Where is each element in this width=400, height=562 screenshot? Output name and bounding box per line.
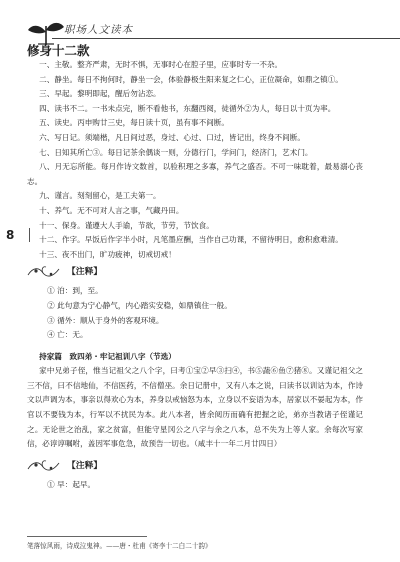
rule-item: 十一、保身。谨遵大人手谕，节欲，节劳，节饮食。 <box>39 220 214 230</box>
main-text <box>27 58 363 492</box>
letter-body: 家中兄弟子侄，惟当记祖父之八个字，曰考①宝②早③扫④，书⑤蔬⑥鱼⑦猪⑧。又谨记祖父之三不信，曰不信地仙，不信医药，不信僧巫。余日记册中，又有八本之说，曰读书以训诂为本，作诗文以声调为本，事亲以得欢心为本，养身以戒恼怒为本，立身以不妄语为本，居家以不晏起为本，作官以不要钱为本，行军以不扰民为本。此八本者，皆余阅历而确有把握之论，弟亦当教诸子侄谨记之。无论世之治乱，家之贫富，但能守星冈公之八字与余之八本，总不失为上等人家。余每次写家信，必谆谆嘱咐，盖因军事危急，故预告一切也。（咸丰十一年二月廿四日） <box>27 366 363 449</box>
floral-ornament-icon <box>27 265 61 279</box>
notes-title: 【注释】 <box>67 460 103 471</box>
notes-heading <box>27 264 363 280</box>
note-item: ③ 循外：顺从于身外的客观环境。 <box>47 315 164 325</box>
rule-item: 八、月无忘所能。每月作诗文数首，以验积理之多寡，养气之盛否。不可一味耽着，最易溺心丧志。 <box>27 162 363 186</box>
header-series-title: 职场人文读本 <box>64 24 133 36</box>
letter-title: 持家篇 致四弟・牢记祖训八字（节选） <box>39 351 176 361</box>
rule-item: 七、日知其所亡③。每日记茶余偶谈一则，分德行门，学问门，经济门，艺术门。 <box>39 147 313 157</box>
rule-item: 一、主敬。整齐严肃，无时不惧，无事时心在腔子里，应事时专一不杂。 <box>39 60 283 69</box>
floral-ornament-icon <box>27 459 61 473</box>
rule-item: 十三、夜不出门，旷功疲神，切戒切戒！ <box>39 249 176 259</box>
notes-heading <box>27 458 363 474</box>
section-title: 修身十二款 <box>27 43 90 58</box>
rule-item: 四、读书不二。一书未点完，断不看他书，东翻西阅，徒循外②为人，每日以十页为率。 <box>39 103 336 113</box>
notes-title: 【注释】 <box>67 267 103 278</box>
note-item: ② 此句意为宁心静气，内心踏实安稳，如鼎镇住一般。 <box>47 300 232 310</box>
footnote-quote: 笔落惊风雨，诗成泣鬼神。——唐・杜甫《寄李十二白二十韵》 <box>27 542 212 550</box>
page-number: 8 <box>0 228 30 242</box>
header-rule <box>52 38 400 39</box>
rule-item: 九、谨言。刻刻留心，是工夫第一。 <box>39 191 161 201</box>
note-item: ④ 亡：无。 <box>47 330 88 340</box>
rule-item: 十二、作字。早饭后作字半小时，凡笔墨应酬，当作自己功课，不留待明日，愈积愈难清。 <box>39 235 343 245</box>
rule-item: 二、静坐。每日不拘何时，静坐一会，体验静极生阳来复之仁心，正位凝命，如鼎之镇①。 <box>39 74 343 84</box>
rule-item: 三、早起。黎明即起，醒后勿沾恋。 <box>39 89 161 99</box>
rule-item: 十、养气。无不可对人言之事，气藏丹田。 <box>39 205 184 215</box>
note-item: ① 泊：到，至。 <box>47 286 103 296</box>
rule-item: 五、读史。丙申购廿三史，每日读十页，虽有事不间断。 <box>39 118 229 128</box>
rule-item: 六、写日记。须端楷，凡日间过恶，身过、心过、口过，皆记出，终身不间断。 <box>39 132 305 142</box>
footnote-rule <box>27 536 147 537</box>
note-item: ① 早：起早。 <box>47 479 96 489</box>
